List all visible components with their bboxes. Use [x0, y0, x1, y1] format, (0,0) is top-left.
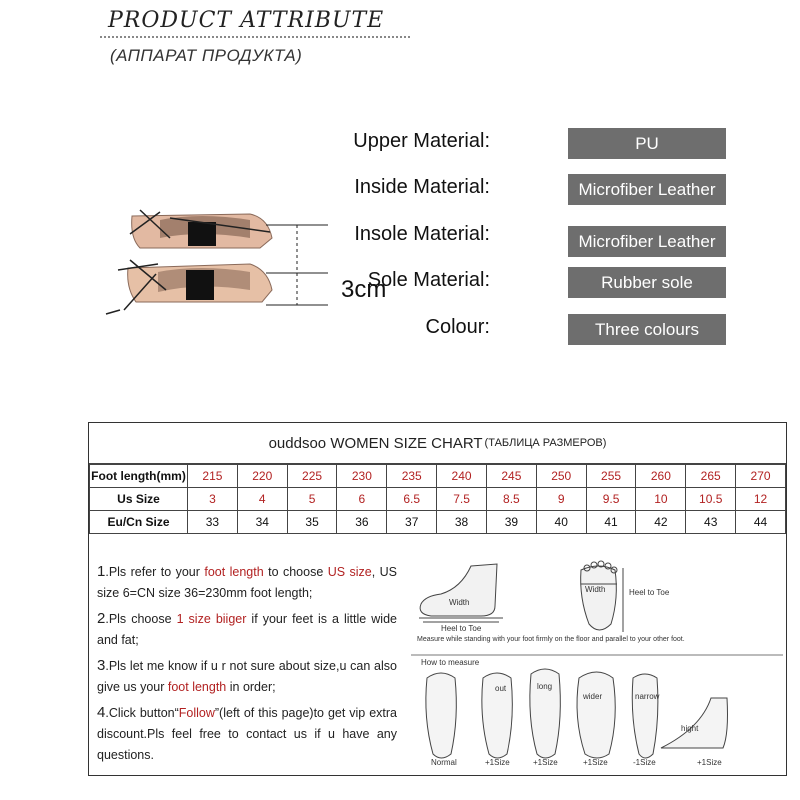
table-cell: 220	[237, 465, 287, 488]
table-cell: 235	[387, 465, 437, 488]
foot-tag: narrow	[635, 692, 660, 701]
table-cell: 7.5	[437, 488, 487, 511]
foot-tag: hight	[681, 724, 699, 733]
table-cell: 36	[337, 511, 387, 534]
heel-to-toe-label-right: Heel to Toe	[629, 588, 670, 597]
attribute-value: Microfiber Leather	[568, 226, 726, 257]
table-cell: 8.5	[486, 488, 536, 511]
attribute-value: PU	[568, 128, 726, 159]
foot-tag: out	[495, 684, 507, 693]
heel-to-toe-label: Heel to Toe	[441, 624, 482, 633]
table-cell: 10.5	[686, 488, 736, 511]
measure-instruction: Measure while standing with your foot firmly on the floor and parallel to your other foot.	[417, 636, 685, 643]
attribute-value: Rubber sole	[568, 267, 726, 298]
size-table	[89, 464, 786, 534]
size-chart-title-sub: (ТАБЛИЦА РАЗМЕРОВ)	[484, 437, 607, 449]
table-cell: 9.5	[586, 488, 636, 511]
foot-tag: long	[537, 682, 553, 691]
row-label: Eu/Cn Size	[90, 511, 188, 534]
size-chart-title	[89, 423, 786, 464]
table-cell: 225	[287, 465, 337, 488]
table-cell: 9	[536, 488, 586, 511]
table-cell: 41	[586, 511, 636, 534]
table-cell: 240	[437, 465, 487, 488]
table-cell: 250	[536, 465, 586, 488]
size-chart	[88, 422, 787, 776]
foot-caption: +1Size	[583, 758, 608, 767]
table-cell: 270	[736, 465, 786, 488]
table-cell: 3	[188, 488, 238, 511]
section-subtitle: (АППАРАТ ПРОДУКТА)	[110, 46, 303, 65]
foot-caption: +1Size	[697, 758, 722, 767]
table-cell: 43	[686, 511, 736, 534]
attribute-label: Sole Material:	[367, 269, 490, 291]
table-cell: 42	[636, 511, 686, 534]
table-cell: 37	[387, 511, 437, 534]
foot-caption: -1Size	[633, 758, 656, 767]
attribute-label: Upper Material:	[353, 130, 490, 152]
foot-caption: +1Size	[485, 758, 510, 767]
table-cell: 4	[237, 488, 287, 511]
attribute-label: Colour:	[425, 316, 490, 338]
table-row-eu-size	[90, 511, 786, 534]
row-label: Us Size	[90, 488, 188, 511]
table-cell: 255	[586, 465, 636, 488]
title-divider	[100, 36, 410, 38]
foot-caption: Normal	[431, 758, 457, 767]
table-cell: 260	[636, 465, 686, 488]
attribute-row-inside	[330, 174, 730, 206]
note-4: 4.Click button“Follow”(left of this page)to get vip extra discount.Pls feel free to contact us if u have any questions.	[97, 704, 397, 762]
table-cell: 33	[188, 511, 238, 534]
table-cell: 39	[486, 511, 536, 534]
size-chart-title-main: ouddsoo WOMEN SIZE CHART	[268, 434, 483, 452]
attribute-row-colour	[330, 314, 730, 346]
attribute-label: Inside Material:	[354, 176, 490, 198]
attribute-row-sole	[330, 267, 730, 299]
table-cell: 215	[188, 465, 238, 488]
table-row-foot-length	[90, 465, 786, 488]
table-cell: 35	[287, 511, 337, 534]
note-1: 1.Pls refer to your foot length to choose US size, US size 6=CN size 36=230mm foot length;	[97, 563, 397, 600]
attribute-value: Three colours	[568, 314, 726, 345]
width-label: Width	[449, 598, 470, 607]
attribute-row-insole	[330, 221, 730, 253]
how-to-measure-label: How to measure	[421, 658, 480, 667]
table-cell: 245	[486, 465, 536, 488]
table-cell: 6.5	[387, 488, 437, 511]
table-cell: 12	[736, 488, 786, 511]
row-label: Foot length(mm)	[90, 465, 188, 488]
note-3: 3.Pls let me know if u r not sure about size,u can also give us your foot length in order;	[97, 657, 397, 694]
foot-caption: +1Size	[533, 758, 558, 767]
width-label-right: Width	[585, 585, 606, 594]
table-cell: 44	[736, 511, 786, 534]
table-cell: 265	[686, 465, 736, 488]
section-title: PRODUCT ATTRIBUTE	[108, 8, 385, 33]
table-cell: 10	[636, 488, 686, 511]
table-cell: 38	[437, 511, 487, 534]
attribute-label: Insole Material:	[354, 223, 490, 245]
measure-illustration	[411, 558, 783, 770]
size-notes	[97, 561, 397, 770]
table-cell: 40	[536, 511, 586, 534]
table-cell: 34	[237, 511, 287, 534]
table-cell: 5	[287, 488, 337, 511]
shoe-side-image	[100, 198, 340, 318]
table-row-us-size	[90, 488, 786, 511]
foot-tag: wider	[583, 692, 603, 701]
table-cell: 230	[337, 465, 387, 488]
table-cell: 6	[337, 488, 387, 511]
attribute-row-upper	[330, 128, 730, 160]
note-2: 2.Pls choose 1 size biiger if your feet is a little wide and fat;	[97, 610, 397, 647]
attribute-value: Microfiber Leather	[568, 174, 726, 205]
heel-height-label: 3cm	[341, 276, 387, 303]
